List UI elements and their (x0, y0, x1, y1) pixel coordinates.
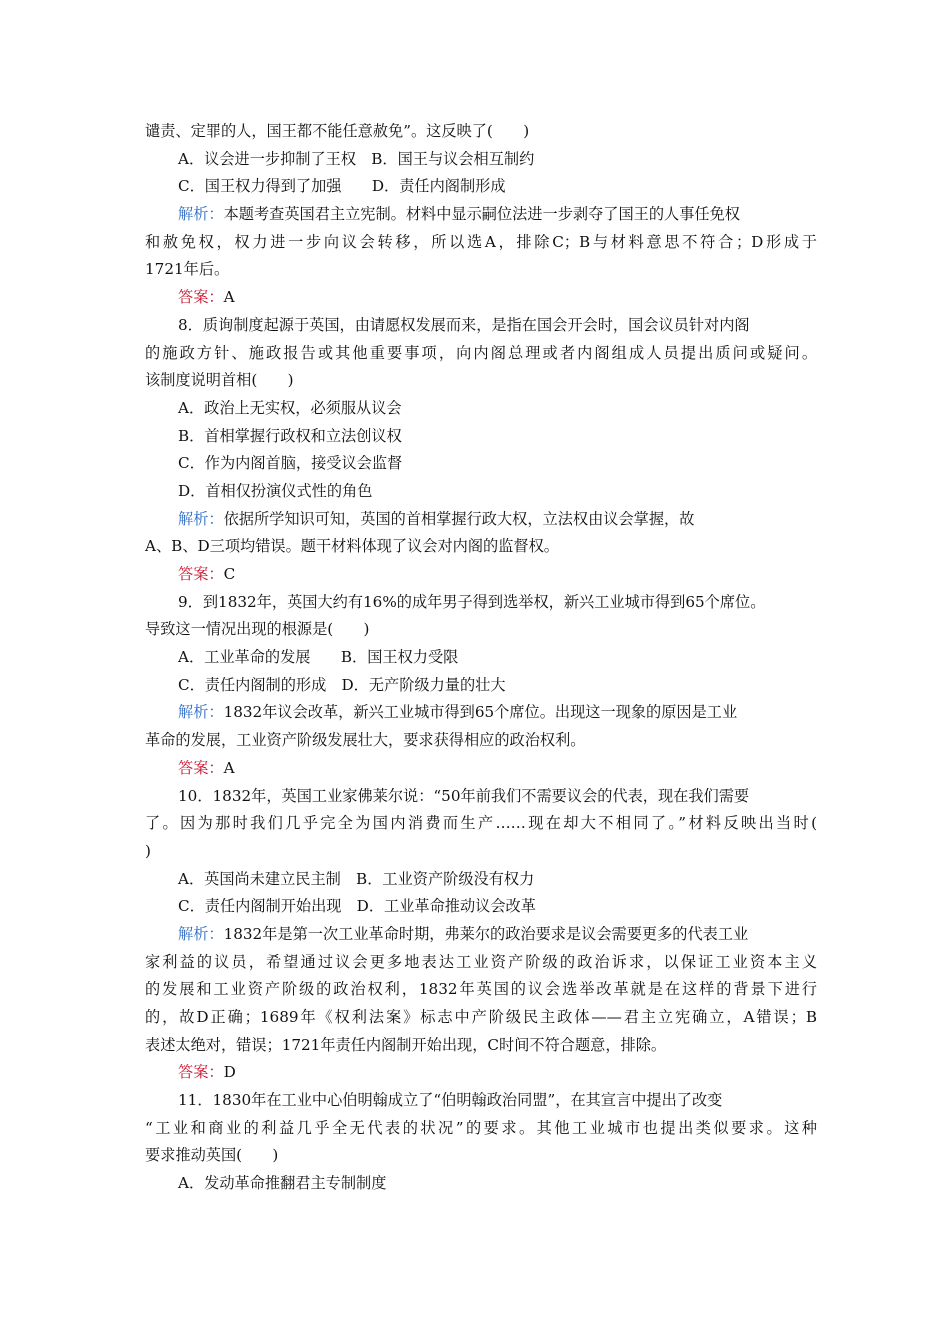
q9-stem-line: 导致这一情况出现的根源是( ) (145, 620, 370, 639)
q9-option-line: C．责任内阁制的形成 D．无产阶级力量的壮大 (178, 675, 506, 694)
analysis-label: 解析： (178, 924, 224, 943)
q11-stem-line: 11．1830年在工业中心伯明翰成立了“伯明翰政治同盟”，在其宣言中提出了改变 (178, 1091, 723, 1110)
q11-option-line: A．发动革命推翻君主专制制度 (178, 1174, 387, 1193)
answer-label: 答案： (178, 288, 224, 307)
q7-analysis-line (145, 201, 817, 229)
q10-analysis-line: 家利益的议员，希望通过议会更多地表达工业资产阶级的政治诉求，以保证工业资本主义 (145, 952, 817, 971)
q8-stem-line: 的施政方针、施政报告或其他重要事项，向内阁总理或者内阁组成人员提出质问或疑问。 (145, 343, 817, 362)
q10-analysis-line: 的发展和工业资产阶级的政治权利，1832年英国的议会选举改革就是在这样的背景下进行 (145, 980, 817, 999)
q9-option-line: A．工业革命的发展 B．国王权力受限 (178, 648, 459, 667)
q10-analysis-line: 表述太绝对，错误；1721年责任内阁制开始出现，C时间不符合题意，排除。 (145, 1035, 667, 1054)
q9-analysis-line: 革命的发展，工业资产阶级发展壮大，要求获得相应的政治权利。 (145, 731, 586, 750)
q8-option-line: D．首相仅扮演仪式性的角色 (178, 481, 373, 500)
q10-option-line: C．责任内阁制开始出现 D．工业革命推动议会改革 (178, 897, 536, 916)
q8-option-line: A．政治上无实权，必须服从议会 (178, 398, 402, 417)
analysis-text: 1832年是第一次工业革命时期，弗莱尔的政治要求是议会需要更多的代表工业 (223, 924, 749, 943)
q7-option-line: A．议会进一步抑制了王权 B．国王与议会相互制约 (178, 149, 535, 168)
q7-analysis-line: 1721年后。 (145, 260, 230, 279)
analysis-text: 本题考查英国君主立宪制。材料中显示嗣位法进一步剥夺了国王的人事任免权 (223, 205, 740, 224)
q9-answer-line (145, 755, 817, 783)
q11-stem-line: 要求推动英国( ) (145, 1146, 279, 1165)
analysis-label: 解析： (178, 205, 224, 224)
q9-analysis-line (145, 699, 817, 727)
answer-value: A (223, 758, 235, 777)
q10-analysis-line (145, 921, 817, 949)
q8-analysis-line (145, 506, 817, 534)
analysis-text: 1832年议会改革，新兴工业城市得到65个席位。出现这一现象的原因是工业 (223, 703, 738, 722)
q7-analysis-line: 和赦免权，权力进一步向议会转移，所以选A，排除C；B与材料意思不符合；D形成于 (145, 232, 817, 251)
analysis-label: 解析： (178, 703, 224, 722)
q10-answer-line (145, 1059, 817, 1087)
q7-stem-line: 谴责、定罪的人，国王都不能任意赦免”。这反映了( ) (145, 122, 530, 140)
document-page (145, 118, 817, 1198)
q10-stem-line: ) (145, 841, 151, 860)
analysis-label: 解析： (178, 509, 224, 528)
answer-value: C (223, 565, 236, 583)
q8-stem-line: 该制度说明首相( ) (145, 371, 294, 390)
answer-label: 答案： (178, 565, 224, 583)
q8-analysis-line: A、B、D三项均错误。题干材料体现了议会对内阁的监督权。 (145, 537, 559, 556)
answer-value: A (223, 288, 235, 307)
q10-stem-line: 10．1832年，英国工业家佛莱尔说：“50年前我们不需要议会的代表，现在我们需要 (178, 786, 750, 805)
q7-option-line: C．国王权力得到了加强 D．责任内阁制形成 (178, 177, 506, 196)
answer-label: 答案： (178, 1063, 224, 1082)
q10-analysis-line: 的，故D正确；1689年《权利法案》标志中产阶级民主政体——君主立宪确立，A错误；B (145, 1008, 817, 1026)
q7-answer-line (145, 284, 817, 312)
q8-answer-line (145, 561, 817, 589)
q8-option-line: C．作为内阁首脑，接受议会监督 (178, 454, 403, 473)
q11-stem-line: “工业和商业的利益几乎全无代表的状况”的要求。其他工业城市也提出类似要求。这种 (145, 1118, 817, 1137)
q10-option-line: A．英国尚未建立民主制 B．工业资产阶级没有权力 (178, 869, 535, 888)
analysis-text: 依据所学知识可知，英国的首相掌握行政大权，立法权由议会掌握，故 (223, 509, 695, 528)
answer-value: D (223, 1063, 236, 1082)
q10-stem-line: 了。因为那时我们几乎完全为国内消费而生产……现在却大不相同了。”材料反映出当时( (145, 814, 817, 833)
answer-label: 答案： (178, 758, 224, 777)
q8-stem-line: 8．质询制度起源于英国，由请愿权发展而来，是指在国会开会时，国会议员针对内阁 (178, 315, 750, 334)
q9-stem-line: 9．到1832年，英国大约有16%的成年男子得到选举权，新兴工业城市得到65个席位。 (178, 592, 766, 611)
q8-option-line: B．首相掌握行政权和立法创议权 (178, 426, 402, 445)
